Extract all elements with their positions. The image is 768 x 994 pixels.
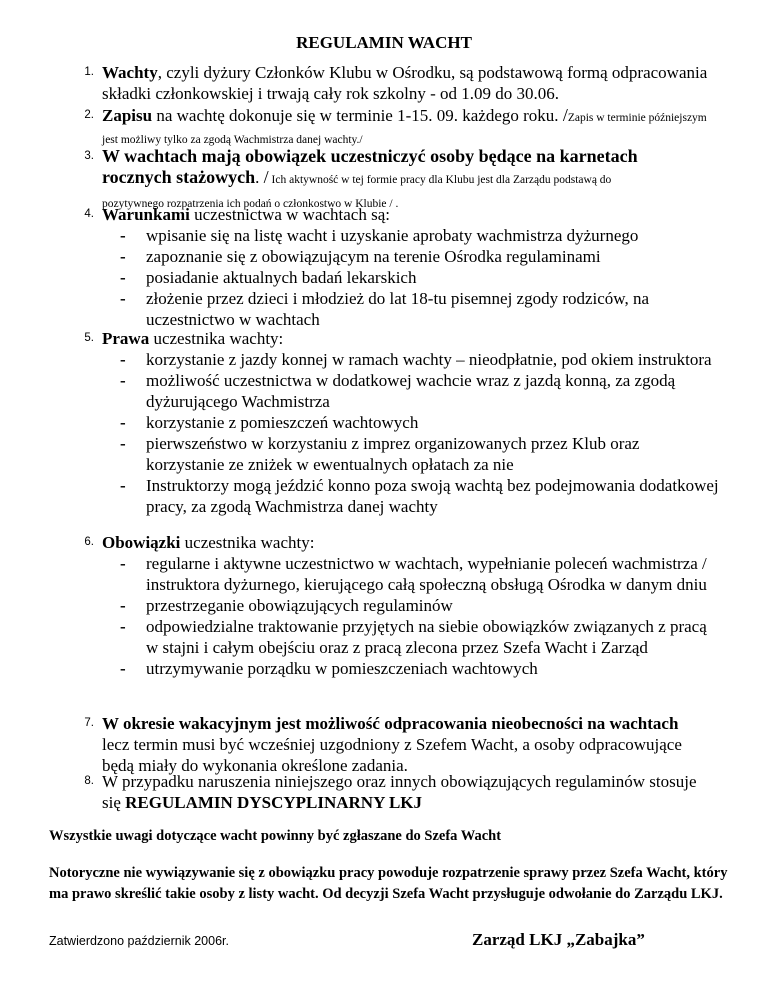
list-item: - zapoznanie się z obowiązującym na terenie Ośrodka regulaminami bbox=[101, 246, 712, 267]
list-item: - złożenie przez dzieci i młodzież do lat 18-tu pisemnej zgody rodziców, na uczestnictwo w wachtach bbox=[101, 288, 712, 330]
item-keyword: Obowiązki bbox=[102, 533, 181, 552]
item-number: 7. bbox=[84, 717, 94, 729]
list-item: - korzystanie z jazdy konnej w ramach wachty – nieodpłatnie, pod okiem instruktora bbox=[101, 349, 722, 370]
list-item: - wpisanie się na listę wacht i uzyskanie aprobaty wachmistrza dyżurnego bbox=[101, 225, 712, 246]
note-slash: / bbox=[562, 105, 568, 125]
item-keyword: W okresie wakacyjnym jest możliwość odpracowania nieobecności na wachtach bbox=[102, 714, 679, 733]
item-number: 5. bbox=[84, 332, 94, 344]
note-slash: / bbox=[263, 167, 269, 187]
rule-item-7 bbox=[84, 713, 702, 776]
item-number: 4. bbox=[84, 208, 94, 220]
rule-item-4 bbox=[84, 204, 712, 330]
item-keyword: REGULAMIN DYSCYPLINARNY LKJ bbox=[125, 793, 423, 812]
item-text: uczestnika wachty: bbox=[180, 533, 315, 552]
rule-item-6 bbox=[84, 532, 717, 679]
list-item: - Instruktorzy mogą jeździć konno poza swoją wachtą bez podejmowania dodatkowej pracy, za zgodą Wachmistrza danej wachty bbox=[101, 475, 722, 517]
list-item: - przestrzeganie obowiązujących regulaminów bbox=[101, 595, 717, 616]
item-number: 8. bbox=[84, 775, 94, 787]
item-number: 3. bbox=[84, 150, 94, 162]
item-number: 6. bbox=[84, 536, 94, 548]
sub-list bbox=[102, 553, 717, 679]
item-text: W przypadku naruszenia niniejszego oraz innych obowiązujących regulaminów stosuje się bbox=[102, 772, 697, 812]
list-item: - możliwość uczestnictwa w dodatkowej wachcie wraz z jazdą konną, za zgodą dyżurującego Wachmistrza bbox=[101, 370, 722, 412]
item-text: uczestnika wachty: bbox=[149, 329, 284, 348]
item-number: 1. bbox=[84, 66, 94, 78]
item-keyword: Prawa bbox=[102, 329, 150, 348]
item-keyword: Warunkami bbox=[102, 205, 190, 224]
item-keyword: W wachtach mają obowiązek uczestniczyć osoby będące na karnetach rocznych stażowych bbox=[102, 146, 638, 187]
list-item: - regularne i aktywne uczestnictwo w wachtach, wypełnianie poleceń wachmistrza / instruktora dyżurnego, kierującego całą społeczną obsługą Ośrodka w danym dniu bbox=[101, 553, 717, 595]
item-text: , czyli dyżury Członków Klubu w Ośrodku, są podstawową formą odpracowania składki członkowskiej i trwają cały rok szkolny - od 1.09 do 30.06. bbox=[102, 63, 708, 103]
rule-item-5 bbox=[84, 328, 722, 517]
signature: Zarząd LKJ „Zabajka” bbox=[472, 930, 645, 949]
document-title: REGULAMIN WACHT bbox=[296, 33, 472, 52]
item-text: na wachtę dokonuje się w terminie 1-15. 09. każdego roku. bbox=[152, 106, 563, 125]
rule-item-8 bbox=[84, 771, 702, 813]
footer-note-1: Wszystkie uwagi dotyczące wacht powinny być zgłaszane do Szefa Wacht bbox=[49, 828, 502, 844]
item-text: uczestnictwa w wachtach są: bbox=[189, 205, 390, 224]
footer-note-2: Notoryczne nie wywiązywanie się z obowiązku pracy powoduje rozpatrzenie sprawy przez Szefa Wacht, który ma prawo skreślić takie osoby z listy wacht. Od decyzji Szefa Wacht przysługuje odwołanie do Zarządu LKJ. bbox=[49, 865, 728, 902]
item-number: 2. bbox=[84, 109, 94, 121]
list-item: - pierwszeństwo w korzystaniu z imprez organizowanych przez Klub oraz korzystanie ze zniżek w ewentualnych opłatach za nie bbox=[101, 433, 722, 475]
item-text: lecz termin musi być wcześniej uzgodniony z Szefem Wacht, a osoby odpracowujące będą miały do wykonania określone zadania. bbox=[102, 735, 682, 775]
sub-list bbox=[102, 225, 712, 330]
rule-item-2 bbox=[84, 105, 720, 150]
rule-item-1 bbox=[84, 62, 712, 104]
item-text: . bbox=[255, 168, 264, 187]
item-keyword: Wachty bbox=[102, 63, 158, 82]
list-item: - korzystanie z pomieszczeń wachtowych bbox=[101, 412, 722, 433]
list-item: - utrzymywanie porządku w pomieszczeniach wachtowych bbox=[101, 658, 717, 679]
list-item: - odpowiedzialne traktowanie przyjętych na siebie obowiązków związanych z pracą w stajni i całym obejściu oraz z pracą zlecona przez Szefa Wacht i Zarząd bbox=[101, 616, 717, 658]
sub-list bbox=[102, 349, 722, 517]
list-item: - posiadanie aktualnych badań lekarskich bbox=[101, 267, 712, 288]
approval-date: Zatwierdzono październik 2006r. bbox=[49, 934, 229, 948]
item-note: Zapis w terminie późniejszym jest możliwy tylko za zgodą Wachmistrza danej wachty./ bbox=[102, 112, 707, 146]
item-keyword: Zapisu bbox=[102, 106, 153, 125]
item-note: Ich aktywność w tej formie pracy dla Klubu jest dla Zarządu podstawą do pozytywnego rozpatrzenia ich podań o członkostwo w Klubie / . bbox=[102, 174, 612, 210]
